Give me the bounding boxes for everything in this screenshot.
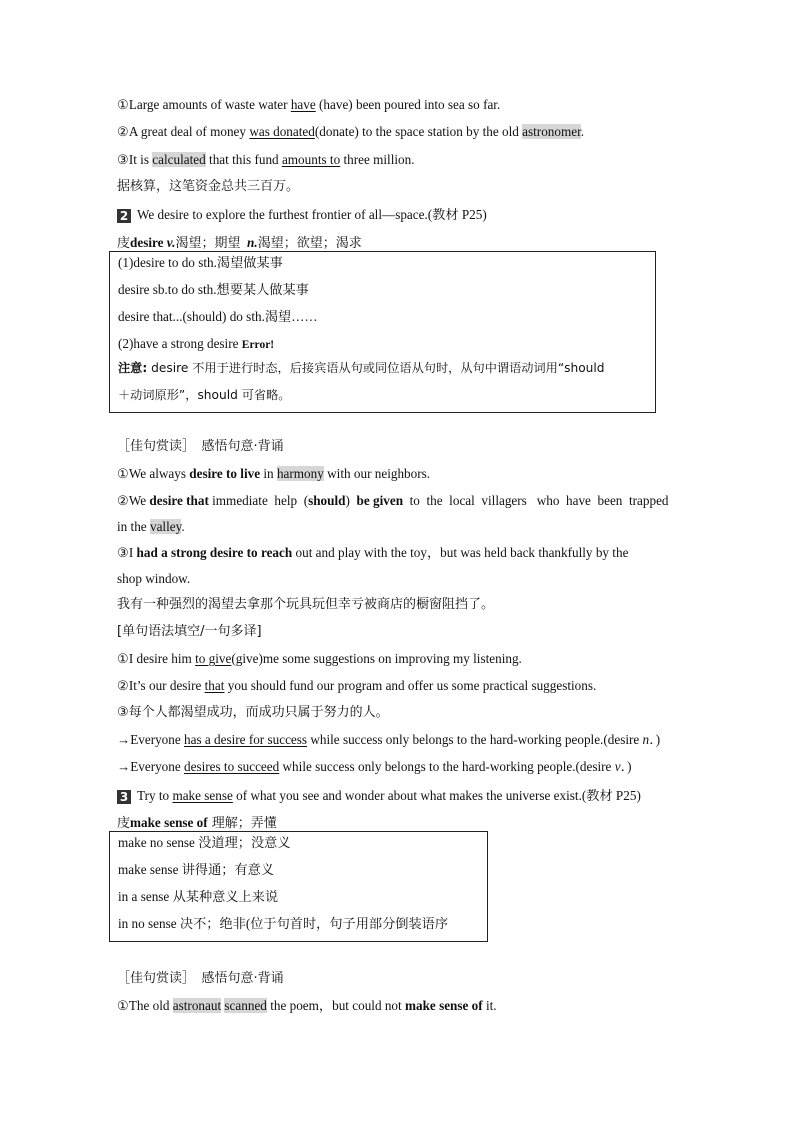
highlighted-word: calculated xyxy=(152,152,206,167)
usage-line: make sense 讲得通；有意义 xyxy=(118,862,275,877)
highlighted-word: scanned xyxy=(224,998,267,1013)
example-2-cont: in the valley. xyxy=(117,519,185,534)
highlighted-word: astronomer xyxy=(522,124,581,139)
desire-usage-box xyxy=(109,251,656,413)
answer: to give xyxy=(195,651,232,666)
item-2-sentence: 2 We desire to explore the furthest frontier of all—space.(教材 P25) xyxy=(117,206,487,224)
exercise-1: ①Large amounts of waste water have (have) been poured into sea so far. xyxy=(117,97,501,112)
answer: make sense xyxy=(172,788,233,803)
example-3: ③I had a strong desire to reach out and play with the toy，but was held back thankfully by the xyxy=(117,545,629,560)
example-3-translation: 我有一种强烈的渴望去拿那个玩具玩但幸亏被商店的橱窗阻挡了。 xyxy=(117,597,495,612)
exercise-x2: ②It’s our desire that you should fund our program and offer us some practical suggestions. xyxy=(117,678,597,693)
item-3-headword: 庋make sense of 理解；弄懂 xyxy=(117,815,277,831)
exercise-3: ③It is calculated that this fund amounts to three million. xyxy=(117,152,415,167)
example-1: ①The old astronaut scanned the poem，but could not make sense of it. xyxy=(117,998,497,1013)
answer: have xyxy=(290,97,316,112)
usage-line: in a sense 从某种意义上来说 xyxy=(118,889,279,904)
item-number-badge: 2 xyxy=(117,209,131,223)
exercise-x3: ③每个人都渴望成功，而成功只属于努力的人。 xyxy=(117,705,389,720)
example-3-cont: shop window. xyxy=(117,571,191,586)
highlighted-word: astronaut xyxy=(172,998,222,1013)
exercise-x3-b: →Everyone desires to succeed while success only belongs to the hard-working people.(desire v．) xyxy=(117,759,632,774)
usage-line: in no sense 决不；绝非(位于句首时，句子用部分倒装语序 xyxy=(118,916,449,931)
usage-note: 注意: desire 不用于进行时态，后接宾语从句或同位语从句时，从句中谓语动词用“should xyxy=(118,361,605,375)
item-3-sentence: 3 Try to make sense of what you see and wonder about what makes the universe exist.(教材 P25) xyxy=(117,787,641,805)
answer: that xyxy=(204,678,225,693)
usage-line: desire that...(should) do sth.渴望…… xyxy=(118,309,318,324)
exercise-x3-a: →Everyone has a desire for success while success only belongs to the hard-working people.(desire n．) xyxy=(117,732,661,747)
example-2: ②We desire that immediate help (should) be given to the local villagers who have been trapped xyxy=(117,493,669,508)
answer: amounts to xyxy=(281,152,341,167)
usage-line: desire sb.to do sth.想要某人做某事 xyxy=(118,282,309,297)
usage-note-cont: ＋动词原形”，should 可省略。 xyxy=(118,388,291,402)
answer: desires to succeed xyxy=(184,759,280,774)
make-sense-usage-box xyxy=(109,831,488,942)
answer: was donated xyxy=(249,124,315,139)
usage-line: (1)desire to do sth.渴望做某事 xyxy=(118,255,283,270)
item-2-headword: 庋desire v.渴望；期望 n.渴望；欲望；渴求 xyxy=(117,235,362,251)
appreciate-heading: ［佳句赏读］ 感悟句意·背诵 xyxy=(117,439,284,454)
appreciate-heading: ［佳句赏读］ 感悟句意·背诵 xyxy=(117,971,284,986)
item-number-badge: 3 xyxy=(117,790,131,804)
highlighted-word: valley xyxy=(149,519,182,534)
error-text: Error! xyxy=(241,339,275,351)
usage-line: (2)have a strong desire Error! xyxy=(118,336,275,351)
exercise-heading: [单句语法填空/一句多译] xyxy=(117,624,262,639)
answer: has a desire for success xyxy=(184,732,308,747)
exercise-x1: ①I desire him to give(give)me some suggestions on improving my listening. xyxy=(117,651,522,666)
usage-line: make no sense 没道理；没意义 xyxy=(118,835,291,850)
example-1: ①We always desire to live in harmony with our neighbors. xyxy=(117,466,431,481)
exercise-3-translation: 据核算，这笔资金总共三百万。 xyxy=(117,179,300,194)
exercise-2: ②A great deal of money was donated(donate) to the space station by the old astronomer. xyxy=(117,124,585,139)
highlighted-word: harmony xyxy=(276,466,324,481)
